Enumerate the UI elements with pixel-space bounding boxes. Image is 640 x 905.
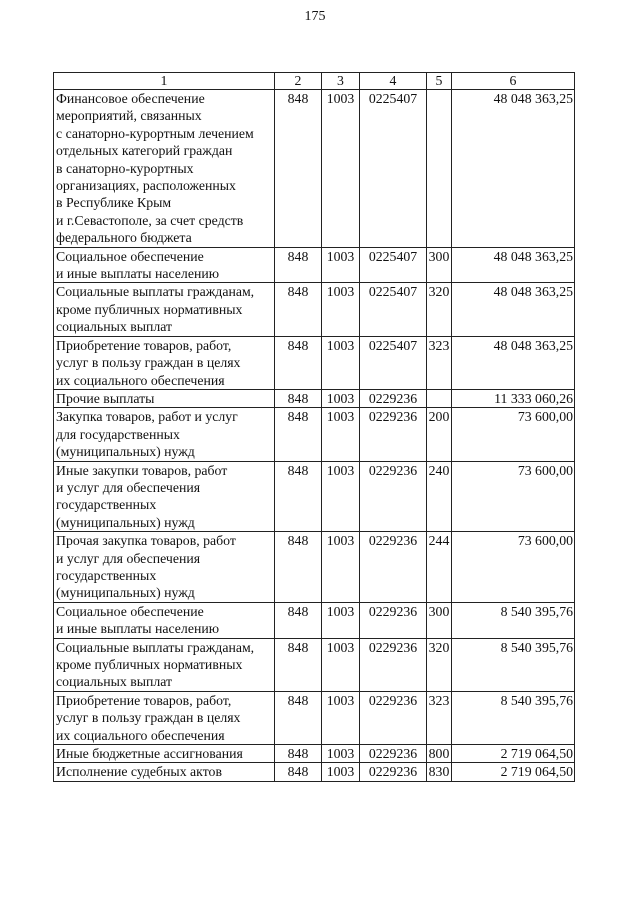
header-cell: 1 [54,73,275,90]
amount-cell: 2 719 064,50 [452,745,575,763]
expense-type-cell: 240 [427,461,452,532]
expense-type-cell: 323 [427,691,452,744]
row-name-cell: Приобретение товаров, работ, услуг в пользу граждан в целях их социального обеспечения [54,336,275,389]
amount-cell: 73 600,00 [452,532,575,603]
header-cell: 5 [427,73,452,90]
section-code-cell: 1003 [322,283,360,336]
row-name-cell: Социальные выплаты гражданам, кроме публичных нормативных социальных выплат [54,638,275,691]
admin-code-cell: 848 [275,389,322,407]
row-name-cell: Иные закупки товаров, работ и услуг для обеспечения государственных (муниципальных) нужд [54,461,275,532]
admin-code-cell: 848 [275,532,322,603]
expense-type-cell: 200 [427,408,452,461]
row-name-cell: Финансовое обеспечение мероприятий, связанных с санаторно-курортным лечением отдельных категорий граждан в санаторно-курортных организациях, расположенных в Республике Крым и г.Севастополе, за счет средств федерального бюджета [54,90,275,248]
table-row [54,283,575,336]
amount-cell: 73 600,00 [452,408,575,461]
row-name-cell: Социальное обеспечение и иные выплаты населению [54,602,275,638]
admin-code-cell: 848 [275,638,322,691]
row-name-cell: Закупка товаров, работ и услуг для государственных (муниципальных) нужд [54,408,275,461]
section-code-cell: 1003 [322,532,360,603]
section-code-cell: 1003 [322,336,360,389]
admin-code-cell: 848 [275,763,322,781]
expense-type-cell: 830 [427,763,452,781]
section-code-cell: 1003 [322,602,360,638]
row-name-cell: Исполнение судебных актов [54,763,275,781]
target-article-cell: 0225407 [360,283,427,336]
target-article-cell: 0229236 [360,763,427,781]
row-name-cell: Приобретение товаров, работ, услуг в пользу граждан в целях их социального обеспечения [54,691,275,744]
target-article-cell: 0229236 [360,602,427,638]
expense-type-cell: 800 [427,745,452,763]
admin-code-cell: 848 [275,283,322,336]
section-code-cell: 1003 [322,408,360,461]
amount-cell: 48 048 363,25 [452,247,575,283]
table-row [54,691,575,744]
target-article-cell: 0229236 [360,408,427,461]
expense-type-cell [427,389,452,407]
expense-type-cell: 320 [427,283,452,336]
target-article-cell: 0229236 [360,461,427,532]
section-code-cell: 1003 [322,763,360,781]
page-number: 175 [304,9,326,24]
table-row [54,90,575,248]
target-article-cell: 0229236 [360,638,427,691]
expense-type-cell [427,90,452,248]
section-code-cell: 1003 [322,691,360,744]
row-name-cell: Социальные выплаты гражданам, кроме публичных нормативных социальных выплат [54,283,275,336]
target-article-cell: 0229236 [360,389,427,407]
section-code-cell: 1003 [322,389,360,407]
header-cell: 3 [322,73,360,90]
table-header-row [54,73,575,90]
target-article-cell: 0229236 [360,532,427,603]
target-article-cell: 0229236 [360,745,427,763]
amount-cell: 8 540 395,76 [452,602,575,638]
admin-code-cell: 848 [275,90,322,248]
amount-cell: 8 540 395,76 [452,638,575,691]
section-code-cell: 1003 [322,638,360,691]
expense-type-cell: 244 [427,532,452,603]
row-name-cell: Прочая закупка товаров, работ и услуг для обеспечения государственных (муниципальных) нужд [54,532,275,603]
row-name-cell: Иные бюджетные ассигнования [54,745,275,763]
table-row [54,408,575,461]
admin-code-cell: 848 [275,691,322,744]
target-article-cell: 0225407 [360,247,427,283]
section-code-cell: 1003 [322,90,360,248]
target-article-cell: 0229236 [360,691,427,744]
header-cell: 2 [275,73,322,90]
amount-cell: 8 540 395,76 [452,691,575,744]
expense-type-cell: 320 [427,638,452,691]
amount-cell: 48 048 363,25 [452,283,575,336]
table-row [54,336,575,389]
expense-type-cell: 300 [427,247,452,283]
admin-code-cell: 848 [275,602,322,638]
table-row [54,638,575,691]
expense-type-cell: 300 [427,602,452,638]
admin-code-cell: 848 [275,408,322,461]
target-article-cell: 0225407 [360,336,427,389]
amount-cell: 48 048 363,25 [452,90,575,248]
table-row [54,745,575,763]
table-row [54,763,575,781]
table-row [54,602,575,638]
amount-cell: 2 719 064,50 [452,763,575,781]
budget-table [53,72,575,782]
expense-type-cell: 323 [427,336,452,389]
table-row [54,247,575,283]
row-name-cell: Социальное обеспечение и иные выплаты населению [54,247,275,283]
table-row [54,461,575,532]
admin-code-cell: 848 [275,461,322,532]
amount-cell: 11 333 060,26 [452,389,575,407]
table-row [54,532,575,603]
row-name-cell: Прочие выплаты [54,389,275,407]
admin-code-cell: 848 [275,745,322,763]
table-row [54,389,575,407]
admin-code-cell: 848 [275,247,322,283]
header-cell: 4 [360,73,427,90]
section-code-cell: 1003 [322,745,360,763]
header-cell: 6 [452,73,575,90]
target-article-cell: 0225407 [360,90,427,248]
section-code-cell: 1003 [322,461,360,532]
amount-cell: 73 600,00 [452,461,575,532]
admin-code-cell: 848 [275,336,322,389]
amount-cell: 48 048 363,25 [452,336,575,389]
section-code-cell: 1003 [322,247,360,283]
